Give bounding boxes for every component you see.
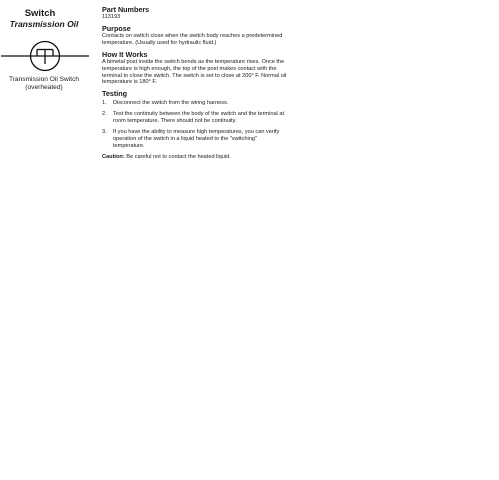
purpose-section [102, 25, 302, 47]
page-title: Switch [24, 8, 56, 19]
how-it-works-text-line: temperature is high enough, the top of the post makes contact with the [102, 65, 277, 72]
part-numbers-section [102, 6, 302, 21]
content-column [102, 6, 302, 161]
step-number: 1. [102, 100, 107, 107]
testing-steps [102, 100, 302, 149]
testing-step [102, 100, 302, 107]
how-it-works-text-line: A bimetal post inside the switch bends as the temperature rises. Once the [102, 58, 285, 65]
part-number-value: 113193 [102, 14, 121, 20]
caution-text: Be careful not to contact the heated liquid. [126, 153, 231, 160]
symbol-caption-line: (overheated) [25, 84, 63, 91]
thermal-switch-symbol-icon [0, 36, 90, 76]
step-number: 2. [102, 111, 107, 118]
how-it-works-heading: How It Works [102, 49, 148, 59]
part-numbers-heading: Part Numbers [102, 5, 150, 14]
symbol-caption [0, 76, 88, 92]
step-number: 3. [102, 129, 107, 136]
how-it-works-text-line: temperature is 180° F. [102, 79, 157, 86]
purpose-text-line: temperature. (Usually used for hydraulic fluid.) [102, 39, 217, 46]
how-it-works-section [102, 51, 302, 87]
step-text-line: room temperature. There should not be continuity. [113, 118, 237, 125]
caution-label: Caution: [102, 153, 125, 160]
step-text-line: Test the continuity between the body of the switch and the terminal at [113, 111, 285, 118]
caution-note [102, 154, 302, 161]
step-text-line: Disconnect the switch from the wiring harness. [113, 100, 229, 107]
step-text-line: If you have the ability to measure high temperatures, you can verify [113, 129, 280, 136]
purpose-text-line: Contacts on switch close when the switch body reaches a predetermined [102, 32, 283, 39]
step-text-line: operation of the switch in a liquid heated to the "switching" [113, 135, 257, 142]
step-text-line: temperature. [113, 142, 145, 149]
purpose-heading: Purpose [102, 23, 131, 33]
testing-step [102, 129, 302, 150]
testing-section [102, 90, 302, 160]
testing-heading: Testing [102, 89, 128, 99]
testing-step [102, 111, 302, 125]
symbol-caption-line: Transmission Oil Switch [8, 76, 80, 83]
page-subtitle: Transmission Oil [9, 19, 79, 29]
how-it-works-text-line: terminal to close the switch. The switch is set to close at 200° F. Normal oil [102, 72, 287, 79]
